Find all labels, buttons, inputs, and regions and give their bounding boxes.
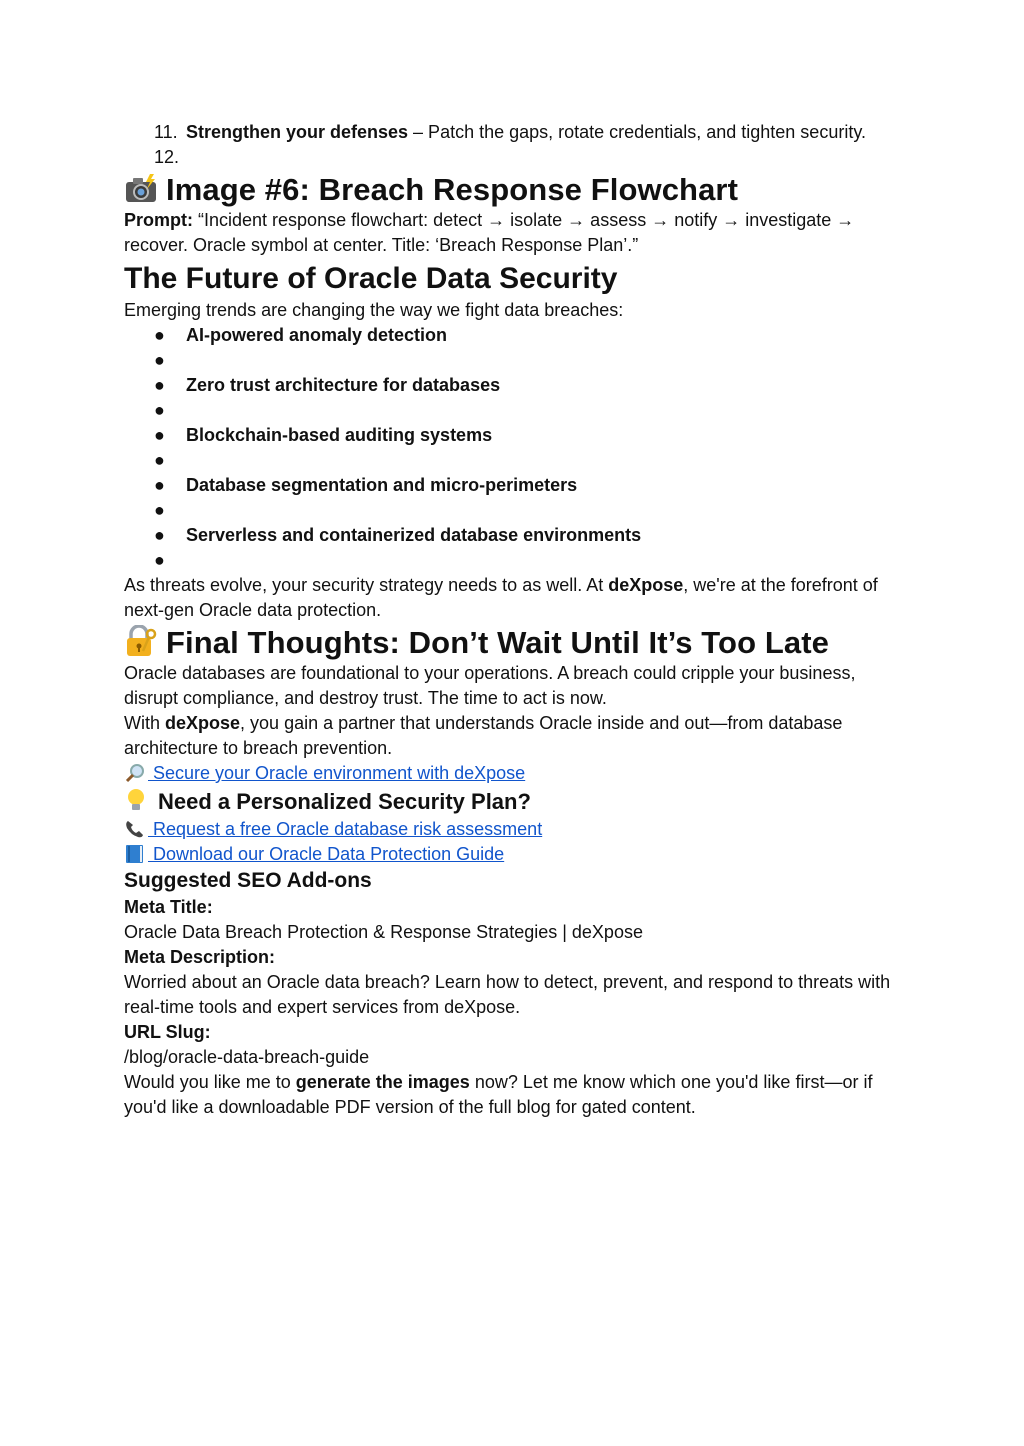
light-bulb-icon — [124, 787, 148, 813]
meta-title-value: Oracle Data Breach Protection & Response Strategies | deXpose — [124, 922, 643, 942]
future-heading: The Future of Oracle Data Security — [124, 262, 618, 295]
prompt-text: “Incident response flowchart: detect → isolate → assess → notify → investigate → recover. Oracle symbol at center. Title: ‘Breach Response Plan’.” — [124, 210, 855, 255]
seo-heading: Suggested SEO Add-ons — [124, 869, 372, 892]
guide-download-link-row — [124, 842, 904, 867]
list-item: ● — [154, 500, 165, 520]
list-item: ● Database segmentation and micro-perimeters — [154, 475, 578, 495]
list-item: ● Blockchain-based auditing systems — [154, 425, 493, 445]
plan-title: Need a Personalized Security Plan? — [158, 789, 531, 814]
final-title: Final Thoughts: Don’t Wait Until It’s Too Late — [166, 625, 829, 660]
guide-download-link[interactable]: Download our Oracle Data Protection Guide — [148, 844, 505, 864]
final-paragraph-1: Oracle databases are foundational to your operations. A breach could cripple your business, disrupt compliance, and destroy trust. The time to act is now. — [124, 663, 856, 708]
list-item: ● Zero trust architecture for databases — [154, 375, 501, 395]
future-intro: Emerging trends are changing the way we fight data breaches: — [124, 300, 624, 320]
final-paragraph-2: With deXpose, you gain a partner that understands Oracle inside and out—from database architecture to breach prevention. — [124, 713, 843, 758]
item-bold-text: Strengthen your defenses — [186, 122, 409, 142]
list-item: ● — [154, 450, 165, 470]
secure-oracle-link[interactable]: Secure your Oracle environment with deXpose — [148, 763, 526, 783]
closing-paragraph: Would you like me to generate the images now? Let me know which one you'd like first—or if you'd like a downloadable PDF version of the full blog for gated content. — [124, 1072, 873, 1117]
plan-heading — [124, 787, 904, 817]
camera-flash-icon — [124, 174, 158, 204]
image6-title: Image #6: Breach Response Flowchart — [166, 172, 739, 207]
meta-description-label: Meta Description: — [124, 947, 276, 967]
item-text: – Patch the gaps, rotate credentials, and tighten security. — [408, 122, 866, 142]
image6-prompt — [124, 208, 904, 258]
blue-book-icon — [124, 844, 146, 864]
risk-assessment-link-row — [124, 817, 904, 842]
future-bullet-list — [124, 323, 904, 573]
future-outro: As threats evolve, your security strategy needs to as well. At deXpose, we're at the forefront of next-gen Oracle data protection. — [124, 575, 878, 620]
list-item: ● — [154, 550, 165, 570]
numbered-item-12 — [124, 145, 904, 170]
magnifier-icon — [124, 763, 146, 783]
lock-with-key-icon — [124, 625, 158, 657]
list-item: ● — [154, 350, 165, 370]
meta-title-label: Meta Title: — [124, 897, 213, 917]
image6-heading — [124, 171, 904, 209]
item-number: 12. — [154, 147, 180, 167]
item-number: 11. — [154, 122, 178, 142]
prompt-label: Prompt: — [124, 210, 193, 230]
list-item: ● AI-powered anomaly detection — [154, 325, 448, 345]
list-item: ● Serverless and containerized database environments — [154, 525, 642, 545]
numbered-item-11 — [124, 120, 904, 145]
url-slug-label: URL Slug: — [124, 1022, 211, 1042]
url-slug-value: /blog/oracle-data-breach-guide — [124, 1047, 370, 1067]
meta-description-value: Worried about an Oracle data breach? Learn how to detect, prevent, and respond to threats with real-time tools and expert services from deXpose. — [124, 972, 891, 1017]
list-item: ● — [154, 400, 165, 420]
risk-assessment-link[interactable]: Request a free Oracle database risk assessment — [148, 819, 543, 839]
secure-oracle-link-row — [124, 761, 904, 786]
final-heading — [124, 624, 904, 662]
phone-icon — [124, 819, 146, 839]
document-page — [124, 120, 904, 1120]
